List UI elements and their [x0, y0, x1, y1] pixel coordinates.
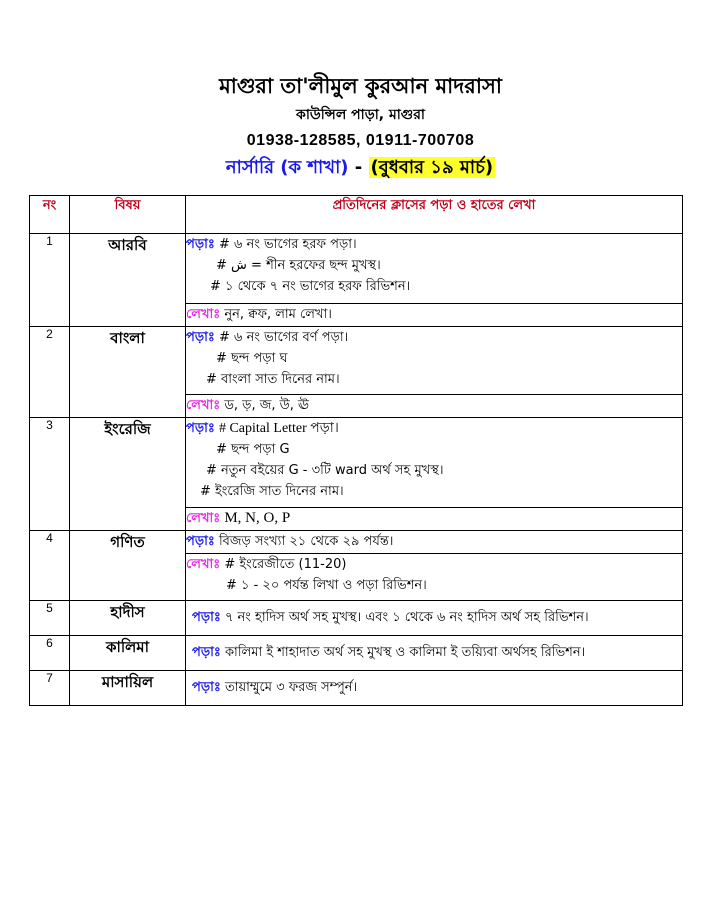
write-cell: [186, 304, 683, 327]
read-label: পড়াঃ: [192, 645, 221, 660]
row-number: 6: [30, 636, 70, 671]
row-subject: বাংলা: [70, 327, 186, 418]
read-line: # Capital Letter পড়া।: [218, 421, 339, 436]
class-date-line: [0, 155, 721, 181]
read-label: পড়াঃ: [186, 330, 215, 345]
row-subject: ইংরেজি: [70, 418, 186, 531]
header-subject: বিষয়: [70, 196, 186, 234]
row-subject: হাদীস: [70, 601, 186, 636]
madrasa-title: মাগুরা তা'লীমুল কুরআন মাদরাসা: [219, 74, 502, 98]
row-number: 5: [30, 601, 70, 636]
write-line: # ১ - ২০ পর্যন্ত লিখা ও পড়া রিভিশন।: [226, 578, 427, 593]
row-number: 1: [30, 234, 70, 327]
table-header-row: [30, 196, 683, 234]
row-number: 2: [30, 327, 70, 418]
read-cell: [186, 671, 683, 706]
table-row-hadith: [30, 601, 683, 636]
write-label: লেখাঃ: [186, 511, 221, 526]
write-cell: [186, 508, 683, 531]
class-name: নার্সারি (ক শাখা): [225, 157, 349, 178]
read-line: বিজড় সংখ্যা ২১ থেকে ২৯ পর্যন্ত।: [218, 534, 394, 549]
write-line: M, N, O, P: [224, 510, 291, 526]
header-details: প্রতিদিনের ক্লাসের পড়া ও হাতের লেখা: [186, 196, 683, 234]
read-label: পড়াঃ: [192, 680, 221, 695]
row-number: 4: [30, 531, 70, 601]
read-line: # ছন্দ পড়া G: [216, 442, 290, 457]
read-cell: [186, 601, 683, 636]
separator-dash: -: [348, 157, 369, 178]
read-label: পড়াঃ: [192, 610, 221, 625]
read-label: পড়াঃ: [186, 237, 215, 252]
row-number: 7: [30, 671, 70, 706]
table-row-math: [30, 531, 683, 554]
read-cell: [186, 327, 683, 395]
write-line: নুন, ক্বফ, লাম লেখা।: [224, 307, 332, 322]
date-highlight: (বুধবার ১৯ মার্চ): [370, 157, 494, 178]
read-line: ৭ নং হাদিস অর্থ সহ মুখস্থ। এবং ১ থেকে ৬ নং হাদিস অর্থ সহ রিভিশন।: [224, 610, 589, 625]
read-cell: [186, 234, 683, 304]
document-header: [0, 72, 721, 181]
write-cell: [186, 395, 683, 418]
read-label: পড়াঃ: [186, 421, 215, 436]
row-number: 3: [30, 418, 70, 531]
row-subject: গণিত: [70, 531, 186, 601]
read-line: # ইংরেজি সাত দিনের নাম।: [200, 484, 344, 499]
read-line: কালিমা ই শাহাদাত অর্থ সহ মুখস্থ ও কালিমা ই তয়্যিবা অর্থসহ রিভিশন।: [224, 645, 586, 660]
read-line: # ১ থেকে ৭ নং ভাগের হরফ রিভিশন।: [210, 279, 411, 294]
read-line: # ছন্দ পড়া ঘ: [216, 351, 288, 366]
phone-numbers: 01938-128585, 01911-700708: [246, 132, 475, 149]
routine-table: [29, 195, 683, 706]
read-cell: [186, 636, 683, 671]
write-line: # ইংরেজীতে (11-20): [224, 557, 347, 572]
read-line: # নতুন বইয়ের G - ৩টি ward অর্থ সহ মুখস্থ।: [206, 463, 444, 478]
write-cell: [186, 554, 683, 601]
row-subject: মাসায়িল: [70, 671, 186, 706]
write-label: লেখাঃ: [186, 398, 221, 413]
table-row-arabic: [30, 234, 683, 304]
table-row-kalima: [30, 636, 683, 671]
table-row-bangla: [30, 327, 683, 395]
read-line: তায়াম্মুমে ৩ ফরজ সম্পুর্ন।: [224, 680, 358, 695]
table-row-masail: [30, 671, 683, 706]
write-label: লেখাঃ: [186, 307, 221, 322]
row-subject: কালিমা: [70, 636, 186, 671]
read-cell: [186, 531, 683, 554]
read-line: # বাংলা সাত দিনের নাম।: [206, 372, 340, 387]
madrasa-address: কাউন্সিল পাড়া, মাগুরা: [296, 107, 425, 123]
write-label: লেখাঃ: [186, 557, 221, 572]
read-line: # ৬ নং ভাগের হরফ পড়া।: [218, 237, 357, 252]
read-cell: [186, 418, 683, 508]
table-row-english: [30, 418, 683, 508]
write-line: ড, ড়, জ, উ, ঊ: [224, 398, 310, 413]
read-label: পড়াঃ: [186, 534, 215, 549]
read-line: # ৬ নং ভাগের বর্ণ পড়া।: [218, 330, 349, 345]
header-no: নং: [30, 196, 70, 234]
row-subject: আরবি: [70, 234, 186, 327]
read-line: # ش = শীন হরফের ছন্দ মুখস্থ।: [216, 258, 381, 273]
